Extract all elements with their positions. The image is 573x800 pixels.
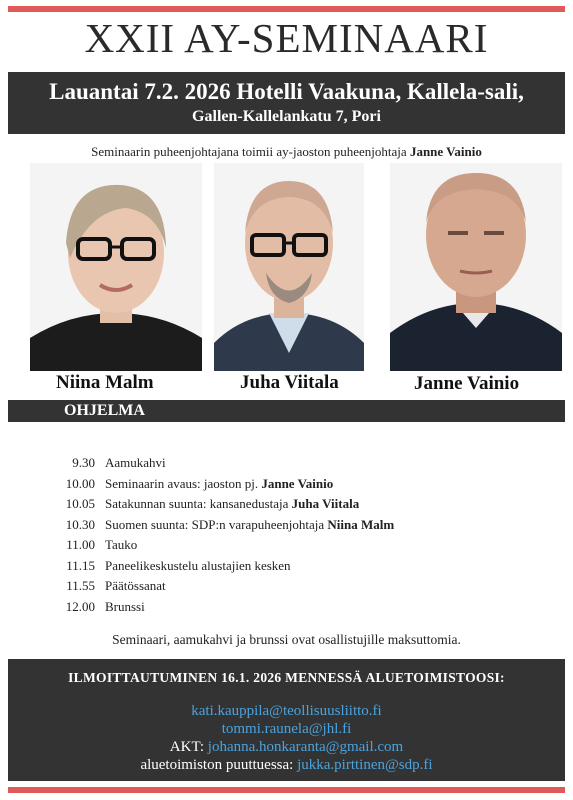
program-time: 10.05 bbox=[65, 496, 95, 511]
program-text: Paneelikeskustelu alustajien kesken bbox=[105, 557, 291, 573]
program-text: Brunssi bbox=[105, 598, 145, 614]
program-text: Päätössanat bbox=[105, 578, 166, 593]
bottom-red-line bbox=[8, 787, 565, 793]
program-text: Aamukahvi bbox=[105, 455, 166, 470]
program-item bbox=[60, 496, 394, 517]
event-date-venue: Lauantai 7.2. 2026 Hotelli Vaakuna, Kallela-sali, bbox=[49, 79, 524, 104]
fallback-contact bbox=[8, 756, 565, 774]
program-speaker: Juha Viitala bbox=[291, 496, 360, 511]
program-item bbox=[60, 455, 394, 476]
free-note: Seminaari, aamukahvi ja brunssi ovat osallistujille maksuttomia. bbox=[112, 632, 461, 647]
speaker-photo-janne-vainio bbox=[390, 163, 562, 371]
registration-banner bbox=[8, 659, 565, 781]
registration-heading: ILMOITTAUTUMINEN 16.1. 2026 MENNESSÄ ALUETOIMISTOOSI: bbox=[68, 670, 505, 685]
chair-name: Janne Vainio bbox=[409, 144, 482, 159]
speaker-photo-juha-viitala bbox=[214, 163, 364, 371]
program-item bbox=[60, 558, 394, 579]
speaker-name-2: Juha Viitala bbox=[240, 372, 339, 393]
program-time: 11.55 bbox=[66, 578, 95, 593]
email-link-2[interactable]: tommi.raunela@jhl.fi bbox=[221, 721, 352, 737]
program-text: Satakunnan suunta: kansanedustaja bbox=[105, 496, 292, 511]
chair-text: Seminaarin puheenjohtajana toimii ay-jaoston puheenjohtaja bbox=[91, 144, 410, 159]
program-item bbox=[60, 537, 394, 558]
page-title: XXII AY-SEMINAARI bbox=[84, 15, 489, 61]
program-time: 11.00 bbox=[66, 537, 95, 552]
speaker-photo-niina-malm bbox=[30, 163, 202, 371]
fallback-label: aluetoimiston puuttuessa: bbox=[140, 757, 298, 773]
program-list bbox=[60, 455, 394, 619]
speaker-name-1: Niina Malm bbox=[56, 372, 154, 393]
program-time: 12.00 bbox=[65, 598, 95, 614]
event-banner bbox=[8, 72, 565, 134]
program-time: 10.30 bbox=[65, 516, 95, 532]
email-link-1[interactable]: kati.kauppila@teollisuusliitto.fi bbox=[191, 703, 382, 719]
program-text: Suomen suunta: SDP:n varapuheenjohtaja bbox=[105, 516, 328, 532]
email-link-3[interactable]: johanna.honkaranta@gmail.com bbox=[207, 739, 404, 755]
program-time: 10.00 bbox=[65, 475, 95, 491]
program-item bbox=[60, 476, 394, 497]
program-text: Seminaarin avaus: jaoston pj. bbox=[105, 475, 262, 491]
program-item bbox=[60, 578, 394, 599]
program-time: 11.15 bbox=[66, 557, 95, 573]
akt-contact bbox=[8, 738, 565, 756]
akt-label: AKT: bbox=[169, 739, 208, 755]
top-red-line bbox=[8, 6, 565, 12]
program-item bbox=[60, 517, 394, 538]
program-text: Tauko bbox=[105, 537, 138, 552]
program-heading: OHJELMA bbox=[64, 402, 145, 419]
program-speaker: Janne Vainio bbox=[261, 475, 334, 491]
program-banner bbox=[8, 400, 565, 422]
program-speaker: Niina Malm bbox=[327, 516, 395, 532]
program-time: 9.30 bbox=[72, 455, 95, 470]
program-item bbox=[60, 599, 394, 620]
email-link-4[interactable]: jukka.pirttinen@sdp.fi bbox=[297, 757, 433, 773]
speaker-name-3: Janne Vainio bbox=[414, 373, 520, 394]
chair-line bbox=[0, 144, 573, 160]
event-address: Gallen-Kallelankatu 7, Pori bbox=[192, 108, 381, 125]
